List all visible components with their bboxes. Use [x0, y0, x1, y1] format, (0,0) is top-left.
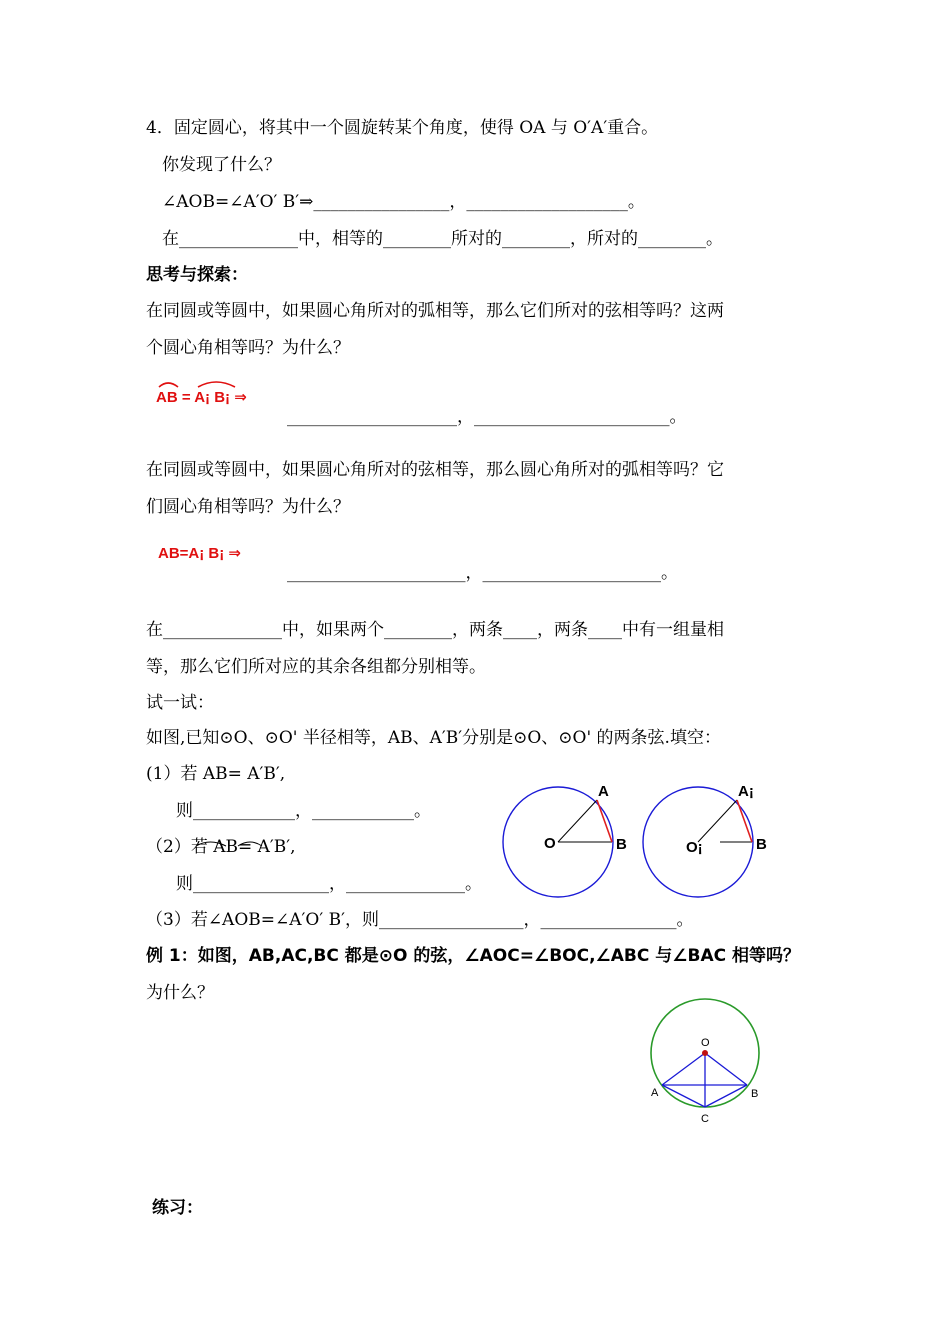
formula1	[156, 378, 286, 410]
section4-line1: 4．固定圆心，将其中一个圆旋转某个角度，使得 OA 与 O′A′重合。	[146, 118, 659, 138]
label-b-example: B	[751, 1088, 759, 1100]
try-heading: 试一试：	[146, 693, 214, 713]
formula2-text: AB=A¡ B¡ ⇒	[158, 545, 241, 562]
practice-heading: 练习：	[152, 1198, 203, 1218]
label-c-example: C	[701, 1113, 709, 1125]
try-item2-wrap	[146, 836, 316, 860]
think-q2-line2: 们圆心角相等吗？为什么？	[146, 497, 350, 517]
try-item2: （2）若 AB= A′B′,	[146, 837, 296, 857]
section4-line4: 在______________中，相等的________所对的________，所对的________。	[162, 229, 723, 249]
answer2-blanks: _____________________，_____________________。	[287, 563, 678, 583]
label-o-prime: O¡	[686, 839, 703, 856]
try-item1-answer: 则____________，____________。	[176, 801, 431, 821]
label-a-prime: A¡	[738, 783, 754, 800]
chord-ac	[662, 1085, 705, 1107]
try-item3: （3）若∠AOB=∠A′O′ B′，则_________________，________________。	[146, 910, 694, 930]
try-item1: (1）若 AB= A′B′,	[146, 764, 286, 784]
label-b-prime: B	[756, 836, 767, 853]
example1-figure	[640, 1000, 770, 1130]
example1-line2: 为什么？	[146, 983, 214, 1003]
section4-line3: ∠AOB=∠A′O′ B′⇒________________，___________________。	[162, 192, 645, 212]
example1-line1	[146, 945, 800, 967]
answer1-blanks: ____________________，_______________________。	[287, 407, 687, 427]
summary-line2: 等，那么它们所对应的其余各组都分别相等。	[146, 657, 486, 677]
formula1-text: AB = A¡ B¡ ⇒	[156, 389, 247, 406]
chord-a2b2	[737, 800, 752, 842]
think-heading: 思考与探索：	[146, 265, 248, 285]
radius-oa	[558, 800, 597, 842]
section4-line2: 你发现了什么？	[162, 155, 281, 175]
chord-ab	[597, 800, 612, 842]
label-b: B	[616, 836, 627, 853]
label-o-example: O	[701, 1037, 710, 1049]
example1-label: 例 1	[146, 946, 181, 966]
summary-line1: 在______________中，如果两个________，两条____，两条____中有一组量相	[146, 620, 724, 640]
label-a: A	[598, 783, 609, 800]
label-o: O	[544, 835, 556, 852]
think-q1-line2: 个圆心角相等吗？为什么？	[146, 338, 350, 358]
example1-text: ：如图，AB,AC,BC 都是⊙O 的弦，∠AOC=∠BOC,∠ABC 与∠BAC 相等吗？	[180, 946, 801, 966]
center-point	[702, 1050, 708, 1056]
try-intro: 如图,已知⊙O、⊙O' 半径相等，AB、A′B′分别是⊙O、⊙O' 的两条弦.填空：	[146, 728, 721, 748]
two-circles-figure	[500, 780, 780, 900]
radius-o2a2	[698, 800, 737, 842]
segment-oa	[662, 1053, 705, 1085]
label-a-example: A	[651, 1087, 659, 1099]
think-q1-line1: 在同圆或等圆中，如果圆心角所对的弧相等，那么它们所对的弦相等吗？这两	[146, 301, 724, 321]
try-item2-answer: 则________________，______________。	[176, 874, 482, 894]
chord-bc	[705, 1085, 747, 1107]
think-q2-line1: 在同圆或等圆中，如果圆心角所对的弦相等，那么圆心角所对的弧相等吗？它	[146, 460, 724, 480]
segment-ob	[705, 1053, 747, 1085]
